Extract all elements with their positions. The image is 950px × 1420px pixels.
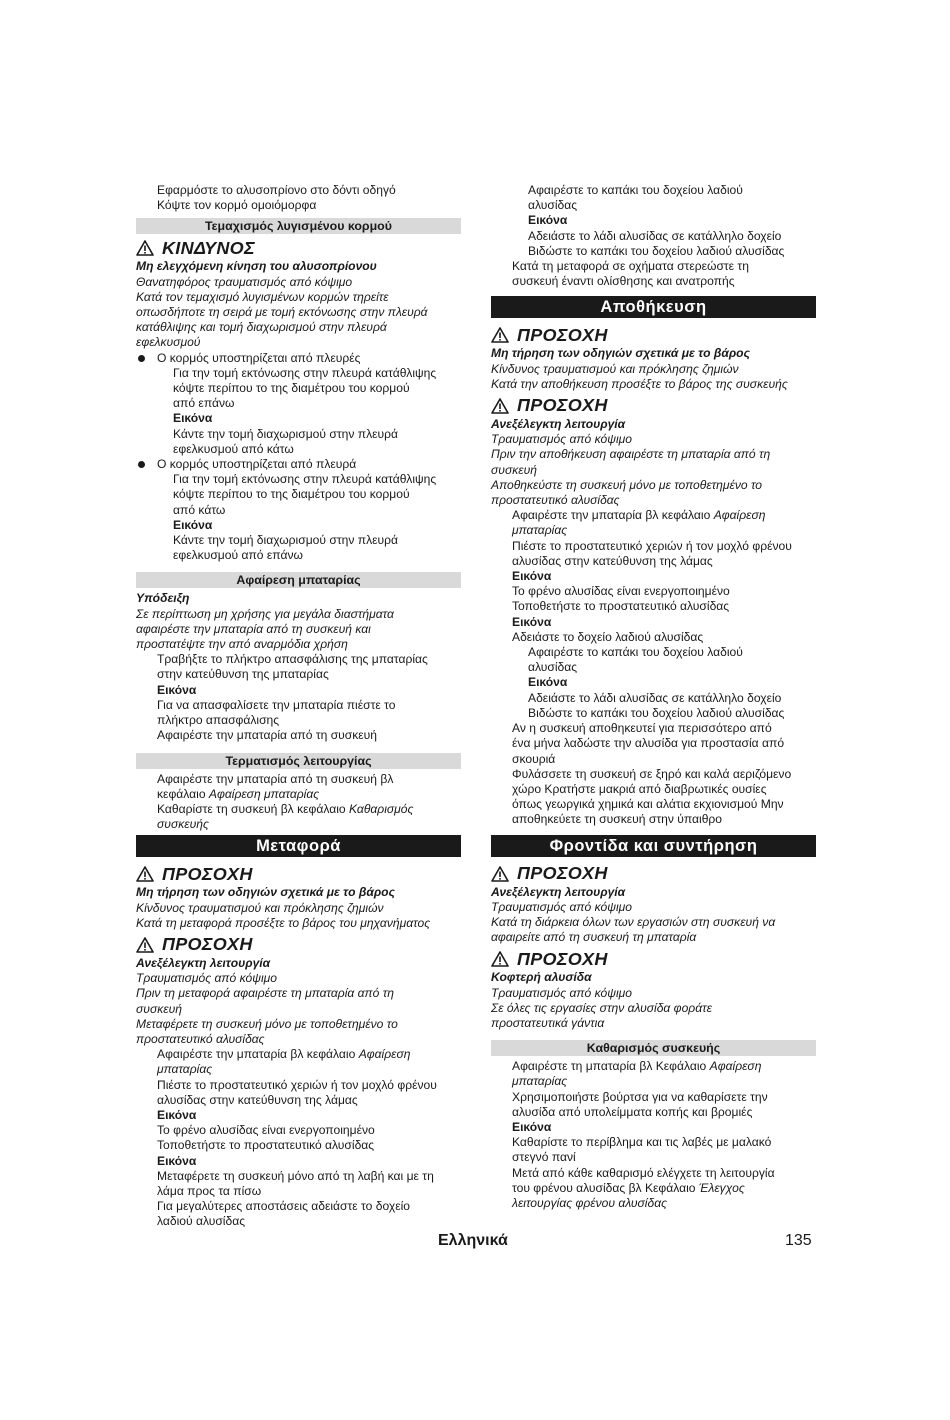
warning-text: Κατά την αποθήκευση προσέξτε το βάρος της συσκευής [491, 376, 788, 391]
note-title: Υπόδειξη [136, 591, 190, 606]
step-text: Μεταφέρετε τη συσκευή μόνο από τη λαβή και με τη λάμα προς τα πίσω [157, 1168, 434, 1198]
warning-subject: Μη τήρηση των οδηγιών σχετικά με το βάρος [491, 346, 750, 361]
figure-label: Εικόνα [528, 213, 568, 228]
step-text: Φυλάσσετε τη συσκευή σε ξηρό και καλά αεριζόμενο χώρο Κρατήστε μακριά από διαβρωτικές ουσίες όπως γεωργικά χημικά και αλάτια εκχιονισμού Μην αποθηκεύετε τη συσκευή στην ύπαιθρο [512, 766, 792, 827]
chapter-reference: Αφαίρεση μπαταρίας [157, 1047, 411, 1077]
warning-subject: Ανεξέλεγκτη λειτουργία [491, 884, 626, 899]
step-text-part: Αφαιρέστε τη μπαταρία βλ Κεφάλαιο [512, 1059, 710, 1074]
page-number: 135 [785, 1232, 812, 1249]
step-text: Για μεγαλύτερες αποστάσεις αδειάστε το δοχείο λαδιού αλυσίδας [157, 1199, 411, 1229]
step-text-part: Αφαιρέστε την μπαταρία από τη συσκευή βλ κεφάλαιο [157, 771, 394, 801]
warning-text: Θανατηφόρος τραυματισμός από κόψιμο [136, 274, 353, 289]
figure-label: Εικόνα [528, 675, 568, 690]
bullet-text: Ο κορμός υποστηρίζεται από πλευρές [157, 350, 361, 365]
warning-text: Κατά τον τεμαχισμό λυγισμένων κορμών τηρείτε οπωσδήποτε τη σειρά με τομή εκτόνωσης στην πλευρά κατάθλιψης και τομή διαχωρισμού στην πλευρά εφελκυσμού [136, 289, 428, 350]
step-text: Αφαιρέστε την μπαταρία από τη συσκευή [157, 728, 378, 743]
chapter-reference: Καθαρισμός συσκευής [157, 801, 414, 832]
warning-subject: Μη τήρηση των οδηγιών σχετικά με το βάρος [136, 885, 395, 900]
warning-text: Αποθηκεύστε τη συσκευή μόνο με τοποθετημένο το προστατευτικό αλυσίδας [491, 477, 763, 508]
step-text [491, 508, 816, 538]
warning-title: ΠΡΟΣΟΧΗ [517, 862, 608, 883]
figure-label: Εικόνα [512, 1119, 552, 1134]
warning-title: ΠΡΟΣΟΧΗ [517, 395, 608, 416]
warning-triangle-icon [136, 866, 154, 882]
left-column [136, 183, 461, 1230]
warning-subject: Ανεξέλεγκτη λειτουργία [491, 417, 626, 432]
step-text: Αδειάστε το λάδι αλυσίδας σε κατάλληλο δοχείο [528, 228, 782, 243]
step-text: Αν η συσκευή αποθηκευτεί για περισσότερο από ένα μήνα λαδώστε την αλυσίδα για προστασία από σκουριά [512, 721, 785, 766]
intro-line: Κόψτε τον κορμό ομοιόμορφα [157, 198, 317, 213]
warning-triangle-icon [136, 937, 154, 953]
step-text-part: Αφαιρέστε την μπαταρία βλ κεφάλαιο [157, 1047, 359, 1062]
warning-text: Κατά τη διάρκεια όλων των εργασιών στη συσκευή να αφαιρείτε από τη συσκευή τη μπαταρία [491, 914, 776, 945]
step-text: Κάντε την τομή διαχωρισμού στην πλευρά εφελκυσμού από επάνω [173, 533, 398, 563]
step-text: Βιδώστε το καπάκι του δοχείου λαδιού αλυσίδας [528, 243, 785, 258]
warning-title: ΠΡΟΣΟΧΗ [162, 863, 253, 884]
step-text [136, 1047, 461, 1077]
step-text: Χρησιμοποιήστε βούρτσα για να καθαρίσετε την αλυσίδα από υπολείμματα κοπής και βρομιές [512, 1089, 768, 1119]
step-text: Βιδώστε το καπάκι του δοχείου λαδιού αλυσίδας [528, 705, 785, 720]
chapter-reference: Έλεγχος λειτουργίας φρένου αλυσίδας [512, 1180, 745, 1210]
caution-warning [491, 395, 816, 417]
step-text: Τραβήξτε το πλήκτρο απασφάλισης της μπαταρίας στην κατεύθυνση της μπαταρίας [157, 652, 428, 682]
warning-text: Κίνδυνος τραυματισμού και πρόκλησης ζημιών [136, 900, 384, 915]
warning-subject: Μη ελεγχόμενη κίνηση του αλυσοπρίονου [136, 259, 377, 274]
warning-text: Κατά τη μεταφορά προσέξτε το βάρος του μηχανήματος [136, 915, 431, 930]
figure-label: Εικόνα [512, 569, 552, 584]
figure-label: Εικόνα [512, 614, 552, 629]
warning-text: Τραυματισμός από κόψιμο [491, 985, 633, 1000]
caution-warning [136, 934, 461, 956]
warning-text: Σε όλες τις εργασίες στην αλυσίδα φοράτε προστατευτικά γάντια [491, 1000, 712, 1030]
section-heading-battery: Αφαίρεση μπαταρίας [136, 572, 461, 588]
chapter-reference: Αφαίρεση μπαταρίας [512, 508, 766, 538]
chapter-heading-care: Φροντίδα και συντήρηση [491, 835, 816, 857]
note-text: Σε περίπτωση μη χρήσης για μεγάλα διαστήματα αφαιρέστε την μπαταρία από τη συσκευή και προστατέψτε την από αναρμόδια χρήση [136, 606, 394, 652]
step-text: Κατά τη μεταφορά σε οχήματα στερεώστε τη συσκευή έναντι ολίσθησης και ανατροπής [512, 259, 749, 289]
figure-label: Εικόνα [157, 1153, 197, 1168]
bullet-text: Ο κορμός υποστηρίζεται από πλευρά [157, 457, 357, 472]
step-text: Αφαιρέστε το καπάκι του δοχείου λαδιού αλυσίδας [528, 183, 743, 213]
section-heading-cleaning: Καθαρισμός συσκευής [491, 1040, 816, 1056]
warning-title: ΠΡΟΣΟΧΗ [517, 948, 608, 969]
warning-subject: Ανεξέλεγκτη λειτουργία [136, 955, 271, 970]
warning-text: Μεταφέρετε τη συσκευή μόνο με τοποθετημένο το προστατευτικό αλυσίδας [136, 1016, 398, 1046]
step-text [136, 772, 461, 802]
figure-label: Εικόνα [157, 1107, 197, 1122]
right-column [491, 183, 816, 1211]
warning-triangle-icon [491, 398, 509, 414]
step-text: Πιέστε το προστατευτικό χεριών ή τον μοχλό φρένου αλυσίδας στην κατεύθυνση της λάμας [512, 538, 792, 568]
warning-text: Τραυματισμός από κόψιμο [491, 432, 633, 447]
section-heading-shutdown: Τερματισμός λειτουργίας [136, 753, 461, 769]
step-text: Τοποθετήστε το προστατευτικό αλυσίδας [512, 599, 730, 614]
caution-warning [491, 948, 816, 970]
warning-text: Πριν την αποθήκευση αφαιρέστε τη μπαταρία από τη συσκευή [491, 447, 771, 477]
warning-triangle-icon [491, 327, 509, 343]
bullet-dot-icon [138, 461, 145, 468]
step-text: Αδειάστε το λάδι αλυσίδας σε κατάλληλο δοχείο [528, 690, 782, 705]
step-text: Το φρένο αλυσίδας είναι ενεργοποιημένο [512, 584, 730, 599]
footer-language: Ελληνικά [438, 1232, 508, 1249]
chapter-reference: Αφαίρεση μπαταρίας [512, 1059, 762, 1089]
step-text [491, 1166, 816, 1212]
danger-warning [136, 237, 461, 259]
step-text: Αδειάστε το δοχείο λαδιού αλυσίδας [512, 629, 704, 644]
step-text-part: Μετά από κάθε καθαρισμό ελέγχετε τη λειτουργία του φρένου αλυσίδας βλ Κεφάλαιο [512, 1165, 775, 1195]
step-text: Αφαιρέστε το καπάκι του δοχείου λαδιού αλυσίδας [528, 645, 743, 675]
warning-text: Τραυματισμός από κόψιμο [491, 899, 633, 914]
warning-text: Κίνδυνος τραυματισμού και πρόκλησης ζημιών [491, 361, 739, 376]
step-text [136, 802, 461, 832]
bullet-item [136, 351, 461, 366]
figure-label: Εικόνα [173, 411, 213, 426]
caution-warning [491, 863, 816, 885]
warning-text: Πριν τη μεταφορά αφαιρέστε τη μπαταρία από τη συσκευή [136, 986, 394, 1016]
figure-label: Εικόνα [173, 517, 213, 532]
step-text: Το φρένο αλυσίδας είναι ενεργοποιημένο [157, 1123, 375, 1138]
step-text: Κάντε την τομή διαχωρισμού στην πλευρά εφελκυσμού από κάτω [173, 426, 398, 456]
warning-triangle-icon [491, 951, 509, 967]
step-text: Τοποθετήστε το προστατευτικό αλυσίδας [157, 1138, 375, 1153]
warning-title: ΠΡΟΣΟΧΗ [162, 934, 253, 955]
step-text: Για την τομή εκτόνωσης στην πλευρά κατάθλιψης κόψτε περίπου το της διαμέτρου του κορμού από επάνω [173, 365, 437, 411]
step-text-part: Αφαιρέστε την μπαταρία βλ κεφάλαιο [512, 508, 714, 523]
step-text [491, 1059, 816, 1089]
warning-triangle-icon [491, 866, 509, 882]
bullet-item [136, 457, 461, 472]
chapter-reference: Αφαίρεση μπαταρίας [208, 786, 320, 801]
warning-title: ΚΙΝΔΥΝΟΣ [162, 237, 255, 258]
warning-subject: Κοφτερή αλυσίδα [491, 970, 592, 985]
section-heading-cutting: Τεμαχισμός λυγισμένου κορμού [136, 218, 461, 234]
chapter-heading-storage: Αποθήκευση [491, 296, 816, 318]
intro-line: Εφαρμόστε το αλυσοπρίονο στο δόντι οδηγό [157, 183, 396, 197]
step-text: Καθαρίστε το περίβλημα και τις λαβές με μαλακό στεγνό πανί [512, 1135, 772, 1165]
step-text: Για την τομή εκτόνωσης στην πλευρά κατάθλιψης κόψτε περίπου το της διαμέτρου του κορμού από κάτω [173, 472, 437, 517]
figure-label: Εικόνα [157, 682, 197, 697]
chapter-heading-transport: Μεταφορά [136, 835, 461, 857]
bullet-dot-icon [138, 355, 145, 362]
step-text-part: Καθαρίστε τη συσκευή βλ κεφάλαιο [157, 801, 349, 816]
warning-title: ΠΡΟΣΟΧΗ [517, 324, 608, 345]
step-text: Πιέστε το προστατευτικό χεριών ή τον μοχλό φρένου αλυσίδας στην κατεύθυνση της λάμας [157, 1077, 437, 1107]
caution-warning [491, 324, 816, 346]
warning-text: Τραυματισμός από κόψιμο [136, 971, 278, 986]
warning-triangle-icon [136, 240, 154, 256]
caution-warning [136, 863, 461, 885]
step-text: Για να απασφαλίσετε την μπαταρία πιέστε το πλήκτρο απασφάλισης [157, 697, 396, 728]
